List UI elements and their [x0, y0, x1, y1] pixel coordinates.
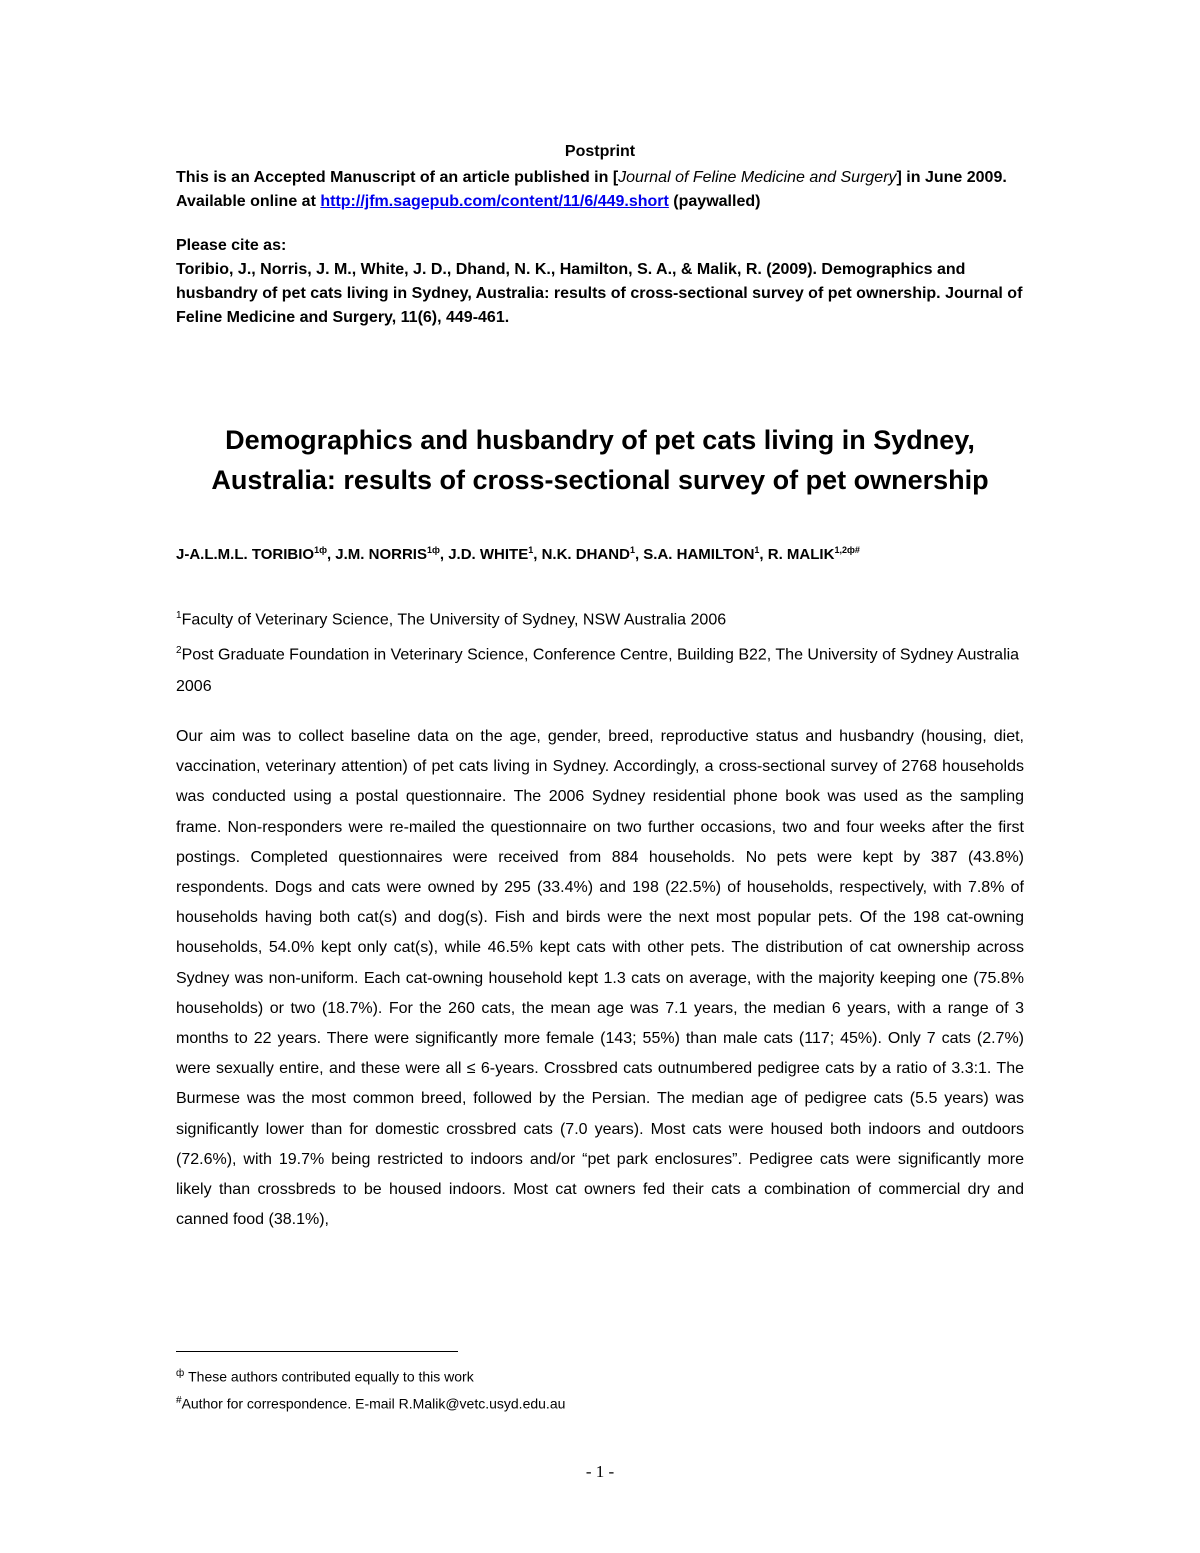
manuscript-notice	[176, 166, 1026, 330]
accepted-manuscript-note	[176, 166, 1026, 214]
author: J-A.L.M.L. $TORIBIO^{1ф}$,	[176, 545, 336, 563]
footnote-divider	[176, 1351, 458, 1352]
paywalled-note: (paywalled)	[668, 193, 761, 210]
postprint-label: Postprint	[564, 143, 636, 160]
affiliation-2: $^2$Post Graduate Foundation in Veterinary Science, Conference Centre, Building B22, The University of Sydney Australia 2006	[176, 645, 1020, 695]
author: R. $MALIK^{1,2ф\#}$	[767, 545, 860, 563]
affiliation-1: $^1$Faculty of Veterinary Science, The University of Sydney, NSW Australia 2006	[176, 610, 727, 629]
footnote-equal-contribution: $^ф$ These authors contributed equally to this work	[176, 1368, 474, 1385]
cite-label: Please cite as:	[176, 237, 287, 254]
paper-title	[120, 420, 1080, 500]
accepted-prefix: This is an Accepted Manuscript of an article published in [	[176, 169, 619, 186]
author: N.K. DHAND$^1$,	[541, 545, 644, 563]
page-number: - 1 -	[585, 1462, 615, 1481]
footnote-correspondence: #Author for correspondence. E-mail R.Malik@vetc.usyd.edu.au	[176, 1394, 566, 1412]
affiliations	[176, 600, 1026, 702]
author: J.M. $NORRIS^{1ф}$,	[335, 545, 449, 563]
article-link[interactable]: http://jfm.sagepub.com/content/11/6/449.short	[320, 193, 669, 210]
citation-text: Toribio, J., Norris, J. M., White, J. D., Dhand, N. K., Hamilton, S. A., & Malik, R. (2009). Demographics and husbandry of pet cats living in Sydney, Australia: results of cross-sectional survey of pet ownership. Journal of Feline Medicine and Surgery, 11(6), 449-461.	[176, 261, 1023, 326]
journal-name: Journal of Feline Medicine and Surgery	[618, 169, 897, 186]
author: J.D. WHITE$^1$,	[448, 545, 542, 563]
title-line-1: Demographics and husbandry of pet cats living in Sydney,	[225, 425, 975, 455]
author-list	[176, 545, 1036, 563]
author: S.A. HAMILTON$^1$,	[643, 545, 768, 563]
accepted-mid: ] in June 2009. Available online at	[176, 169, 1007, 210]
title-line-2: Australia: results of cross-sectional survey of pet ownership	[211, 465, 989, 495]
footnotes	[176, 1362, 1026, 1415]
abstract-text: Our aim was to collect baseline data on the age, gender, breed, reproductive status and husbandry (housing, diet, vaccination, veterinary attention) of pet cats living in Sydney. Accordingly, a cross-sectional survey of 2768 households was conducted using a postal questionnaire. The 2006 Sydney residential phone book was used as the sampling frame. Non-responders were re-mailed the questionnaire on two further occasions, two and four weeks after the first postings. Completed questionnaires were received from 884 households. No pets were kept by 387 (43.8%) respondents. Dogs and cats were owned by 295 (33.4%) and 198 (22.5%) of households, respectively, with 7.8% of households having both cat(s) and dog(s). Fish and birds were the next most popular pets. Of the 198 cat-owning households, 54.0% kept only cat(s), while 46.5% kept cats with other pets. The distribution of cat ownership across Sydney was non-uniform. Each cat-owning household kept 1.3 cats on average, with the majority keeping one (75.8% households) or two (18.7%). For the 260 cats, the mean age was 7.1 years, the median 6 years, with a range of 3 months to 22 years. There were significantly more female (143; 55%) than male cats (117; 45%). Only 7 cats (2.7%) were sexually entire, and these were all ≤ 6-years. Crossbred cats outnumbered pedigree cats by a ratio of 3.3:1. The Burmese was the most common breed, followed by the Persian. The median age of pedigree cats (5.5 years) was significantly lower than for domestic crossbred cats (7.0 years). Most cats were housed both indoors and outdoors (72.6%), with 19.7% being restricted to indoors and/or “pet park enclosures”. Pedigree cats were significantly more likely than crossbreds to be housed indoors. Most cat owners fed their cats a combination of commercial dry and canned food (38.1%),	[176, 728, 1024, 1229]
